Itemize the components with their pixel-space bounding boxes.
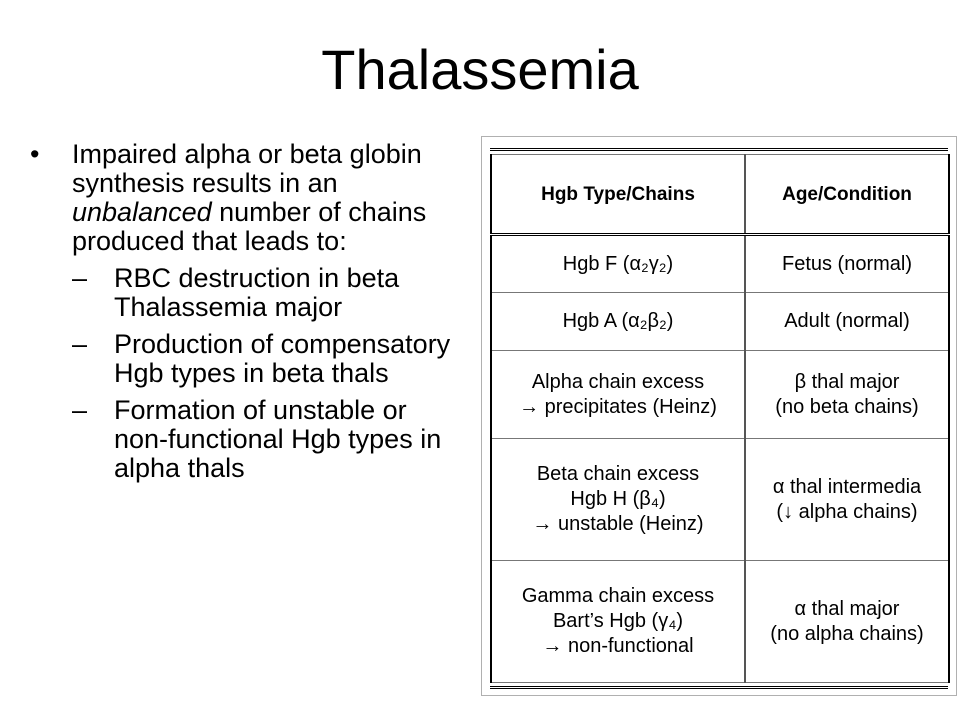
table-row bbox=[491, 235, 949, 293]
cell-line: Hgb H (β₄) bbox=[570, 488, 666, 510]
cell-line: → precipitates (Heinz) bbox=[519, 395, 717, 418]
cell-condition bbox=[745, 235, 949, 293]
sub-bullet-2 bbox=[30, 330, 460, 388]
cell-line: Hgb F (α₂γ₂) bbox=[562, 252, 674, 275]
sub-bullet-1 bbox=[30, 264, 460, 322]
cell-line: (↓ alpha chains) bbox=[776, 500, 918, 523]
cell-condition bbox=[745, 439, 949, 561]
cell-hgb-type bbox=[491, 235, 745, 293]
cell-line: Beta chain excess bbox=[536, 463, 700, 485]
dash-mark: – bbox=[72, 329, 88, 359]
cell-line: α thal intermedia bbox=[772, 475, 922, 498]
cell-line: (no beta chains) bbox=[775, 395, 919, 418]
table-row bbox=[491, 439, 949, 561]
bullet-mark: • bbox=[30, 139, 40, 169]
bullet-text-suffix: number of chains produced that leads to: bbox=[72, 197, 427, 256]
dash-mark: – bbox=[72, 395, 88, 425]
bullet-list bbox=[30, 140, 460, 491]
table-row bbox=[491, 561, 949, 683]
sub-bullet-text: RBC destruction in beta Thalassemia major bbox=[114, 263, 400, 322]
sub-bullet-3 bbox=[30, 396, 460, 483]
cell-line: Hgb A (α₂β₂) bbox=[562, 310, 674, 332]
cell-hgb-type bbox=[491, 293, 745, 351]
sub-bullet-text: Production of compensatory Hgb types in beta thals bbox=[114, 329, 451, 388]
bullet-main bbox=[30, 140, 460, 256]
cell-hgb-type bbox=[491, 561, 745, 683]
bullet-text-prefix: Impaired alpha or beta globin synthesis results in an bbox=[72, 139, 422, 198]
cell-line: Alpha chain excess bbox=[531, 370, 705, 393]
cell-line: Adult (normal) bbox=[784, 310, 910, 332]
cell-condition bbox=[745, 561, 949, 683]
table-header-row bbox=[491, 155, 949, 235]
cell-line: → unstable (Heinz) bbox=[532, 513, 704, 535]
cell-condition bbox=[745, 351, 949, 439]
sub-bullet-list bbox=[30, 264, 460, 483]
cell-hgb-type bbox=[491, 351, 745, 439]
cell-line: → non-functional bbox=[542, 635, 694, 657]
cell-hgb-type bbox=[491, 439, 745, 561]
header-age-condition: Age/Condition bbox=[745, 155, 949, 235]
slide-title: Thalassemia bbox=[321, 38, 639, 101]
cell-line: Bart’s Hgb (γ₄) bbox=[552, 610, 684, 632]
header-hgb-type: Hgb Type/Chains bbox=[491, 155, 745, 235]
sub-bullet-text: Formation of unstable or non-functional Hgb types in alpha thals bbox=[114, 395, 442, 483]
cell-line: Fetus (normal) bbox=[781, 252, 913, 275]
cell-line: Gamma chain excess bbox=[521, 585, 715, 607]
hgb-table bbox=[490, 154, 950, 683]
cell-line: β thal major bbox=[794, 370, 900, 393]
cell-line: α thal major bbox=[794, 597, 900, 620]
cell-condition bbox=[745, 293, 949, 351]
table-row bbox=[491, 351, 949, 439]
table-row bbox=[491, 293, 949, 351]
cell-line: (no alpha chains) bbox=[770, 622, 924, 645]
bullet-text-emphasis: unbalanced bbox=[72, 197, 212, 227]
dash-mark: – bbox=[72, 263, 88, 293]
hgb-table-wrapper bbox=[490, 148, 948, 689]
